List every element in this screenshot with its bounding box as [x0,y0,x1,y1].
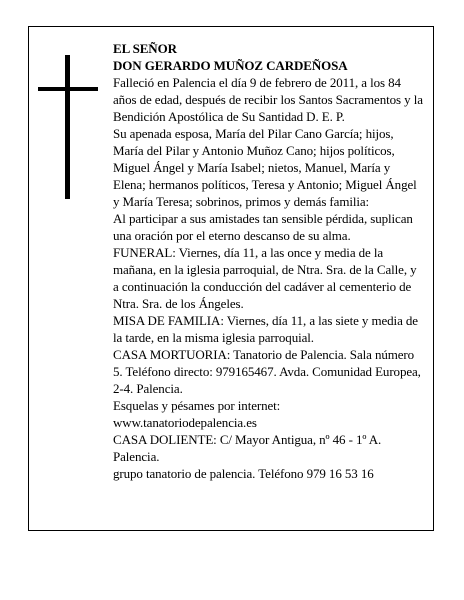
online-condolences: Esquelas y pésames por internet: www.tanatoriodepalencia.es [113,398,281,430]
funeral-home-info: CASA MORTUORIA: Tanatorio de Palencia. Sala número 5. Teléfono directo: 979165467. Avda. Comunidad Europea, 2-4. Palencia. [113,347,421,396]
deceased-name: DON GERARDO MUÑOZ CARDEÑOSA [113,58,348,73]
family-list: Su apenada esposa, María del Pilar Cano García; hijos, María del Pilar y Antonio Muñoz Cano; hijos políticos, Miguel Ángel y María Isabel; nietos, Manuel, María y Elena; hermanos políticos, Teresa y Antonio; Miguel Ángel y María Teresa; sobrinos, primos y demás familia: [113,126,417,209]
cross-vertical-bar [65,55,70,199]
funeral-group-phone: grupo tanatorio de palencia. Teléfono 979 16 53 16 [113,466,374,481]
family-mass-info: MISA DE FAMILIA: Viernes, día 11, a las siete y media de la tarde, en la misma iglesia parroquial. [113,313,418,345]
funeral-info: FUNERAL: Viernes, día 11, a las once y media de la mañana, en la iglesia parroquial, de Ntra. Sra. de la Calle, y a continuación la conducción del cadáver al cementerio de Ntra. Sra. de los Ángeles. [113,245,417,311]
prayer-request: Al participar a sus amistades tan sensible pérdida, suplican una oración por el eterno descanso de su alma. [113,211,413,243]
family-home-info: CASA DOLIENTE: C/ Mayor Antigua, nº 46 - 1º A. Palencia. [113,432,382,464]
obituary-text [113,40,423,482]
cross-horizontal-bar [38,87,98,91]
cross-icon [38,55,98,199]
title-line-1: EL SEÑOR [113,41,177,56]
death-announcement: Falleció en Palencia el día 9 de febrero de 2011, a los 84 años de edad, después de recibir los Santos Sacramentos y la Bendición Apostólica de Su Santidad D. E. P. [113,75,423,124]
